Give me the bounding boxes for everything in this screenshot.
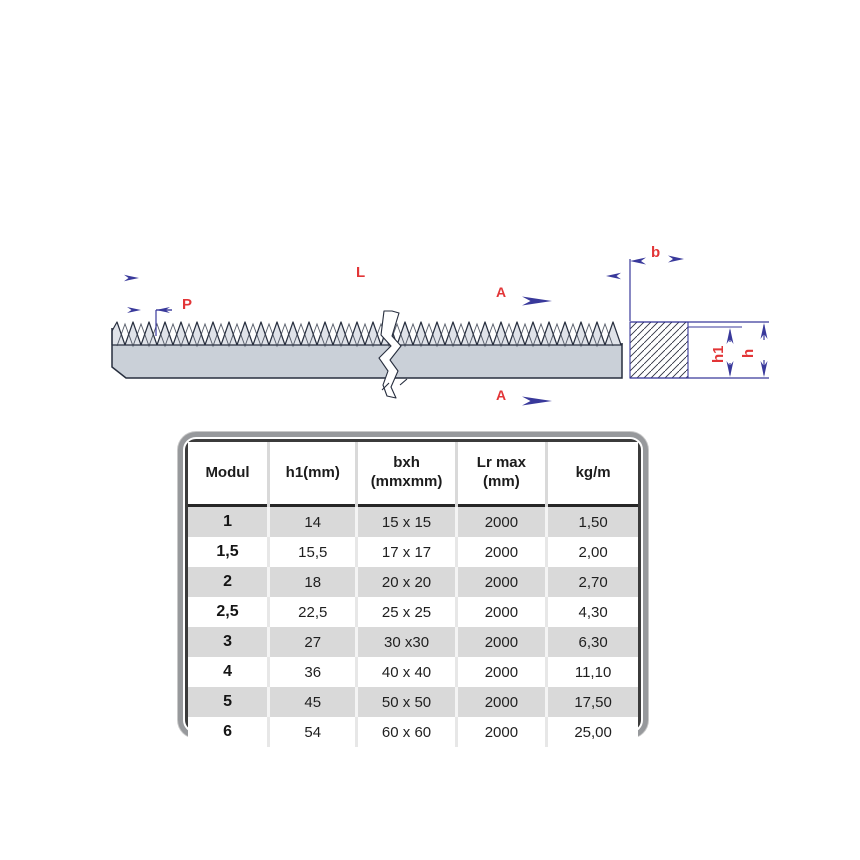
- table-row: [188, 506, 638, 538]
- P-label: P: [182, 296, 193, 313]
- table-cell: 2000: [456, 687, 547, 717]
- table-cell: 25,00: [547, 717, 638, 747]
- table-cell: 18: [269, 567, 357, 597]
- section-arrow-top: [522, 297, 552, 306]
- table-cell: 45: [269, 687, 357, 717]
- table-cell: 40 x 40: [357, 657, 456, 687]
- table-cell: 1,50: [547, 506, 638, 538]
- table-cell: 17 x 17: [357, 537, 456, 567]
- h-label: h: [740, 348, 757, 358]
- table-cell: 20 x 20: [357, 567, 456, 597]
- table-cell: 60 x 60: [357, 717, 456, 747]
- table-cell: 17,50: [547, 687, 638, 717]
- L-arrow-right: [606, 273, 621, 279]
- rack-body: [112, 344, 622, 378]
- table-row: [188, 657, 638, 687]
- table-cell: 2,70: [547, 567, 638, 597]
- header-bxh: bxh (mmxmm): [357, 442, 456, 506]
- table-row: [188, 537, 638, 567]
- table-row: [188, 717, 638, 747]
- section-arrow-bottom: [522, 397, 552, 406]
- P-arrow-left: [127, 307, 141, 313]
- table-cell: 2000: [456, 597, 547, 627]
- table-cell: 6,30: [547, 627, 638, 657]
- table-cell: 15,5: [269, 537, 357, 567]
- L-arrow-left: [124, 275, 139, 281]
- dimension-table-inner-frame: [185, 439, 641, 741]
- table-row: [188, 597, 638, 627]
- table-cell: 36: [269, 657, 357, 687]
- table-cell: 2,5: [188, 597, 269, 627]
- table-cell: 2000: [456, 627, 547, 657]
- table-cell: 50 x 50: [357, 687, 456, 717]
- table-cell: 2,00: [547, 537, 638, 567]
- section-label-bottom: A: [496, 387, 507, 403]
- table-cell: 2000: [456, 657, 547, 687]
- table-cell: 14: [269, 506, 357, 538]
- table-cell: 2000: [456, 717, 547, 747]
- header-kgm: kg/m: [547, 442, 638, 506]
- header-lrmax: Lr max (mm): [456, 442, 547, 506]
- b-arrow-right: [668, 256, 684, 263]
- table-cell: 2000: [456, 537, 547, 567]
- h1-label: h1: [710, 345, 727, 363]
- table-cell: 1,5: [188, 537, 269, 567]
- table-cell: 22,5: [269, 597, 357, 627]
- table-header: [188, 442, 638, 506]
- b-arrow-left: [630, 258, 646, 265]
- table-cell: 25 x 25: [357, 597, 456, 627]
- table-cell: 4: [188, 657, 269, 687]
- L-label: L: [356, 264, 366, 281]
- b-label: b: [651, 244, 661, 261]
- table-cell: 2000: [456, 506, 547, 538]
- table-cell: 1: [188, 506, 269, 538]
- section-hatch: [630, 322, 688, 378]
- table-header-row: [188, 442, 638, 506]
- table-cell: 3: [188, 627, 269, 657]
- section-label-top: A: [496, 284, 507, 300]
- table-cell: 11,10: [547, 657, 638, 687]
- table-row: [188, 627, 638, 657]
- table-cell: 30 x30: [357, 627, 456, 657]
- header-h1: h1(mm): [269, 442, 357, 506]
- table-cell: 54: [269, 717, 357, 747]
- dimension-table: [188, 442, 638, 747]
- table-cell: 27: [269, 627, 357, 657]
- table-cell: 5: [188, 687, 269, 717]
- dimension-table-frame: [178, 432, 648, 741]
- table-body: [188, 506, 638, 748]
- table-cell: 6: [188, 717, 269, 747]
- header-modul: Modul: [188, 442, 269, 506]
- table-row: [188, 567, 638, 597]
- table-cell: 2000: [456, 567, 547, 597]
- table-cell: 4,30: [547, 597, 638, 627]
- table-row: [188, 687, 638, 717]
- table-cell: 2: [188, 567, 269, 597]
- table-cell: 15 x 15: [357, 506, 456, 538]
